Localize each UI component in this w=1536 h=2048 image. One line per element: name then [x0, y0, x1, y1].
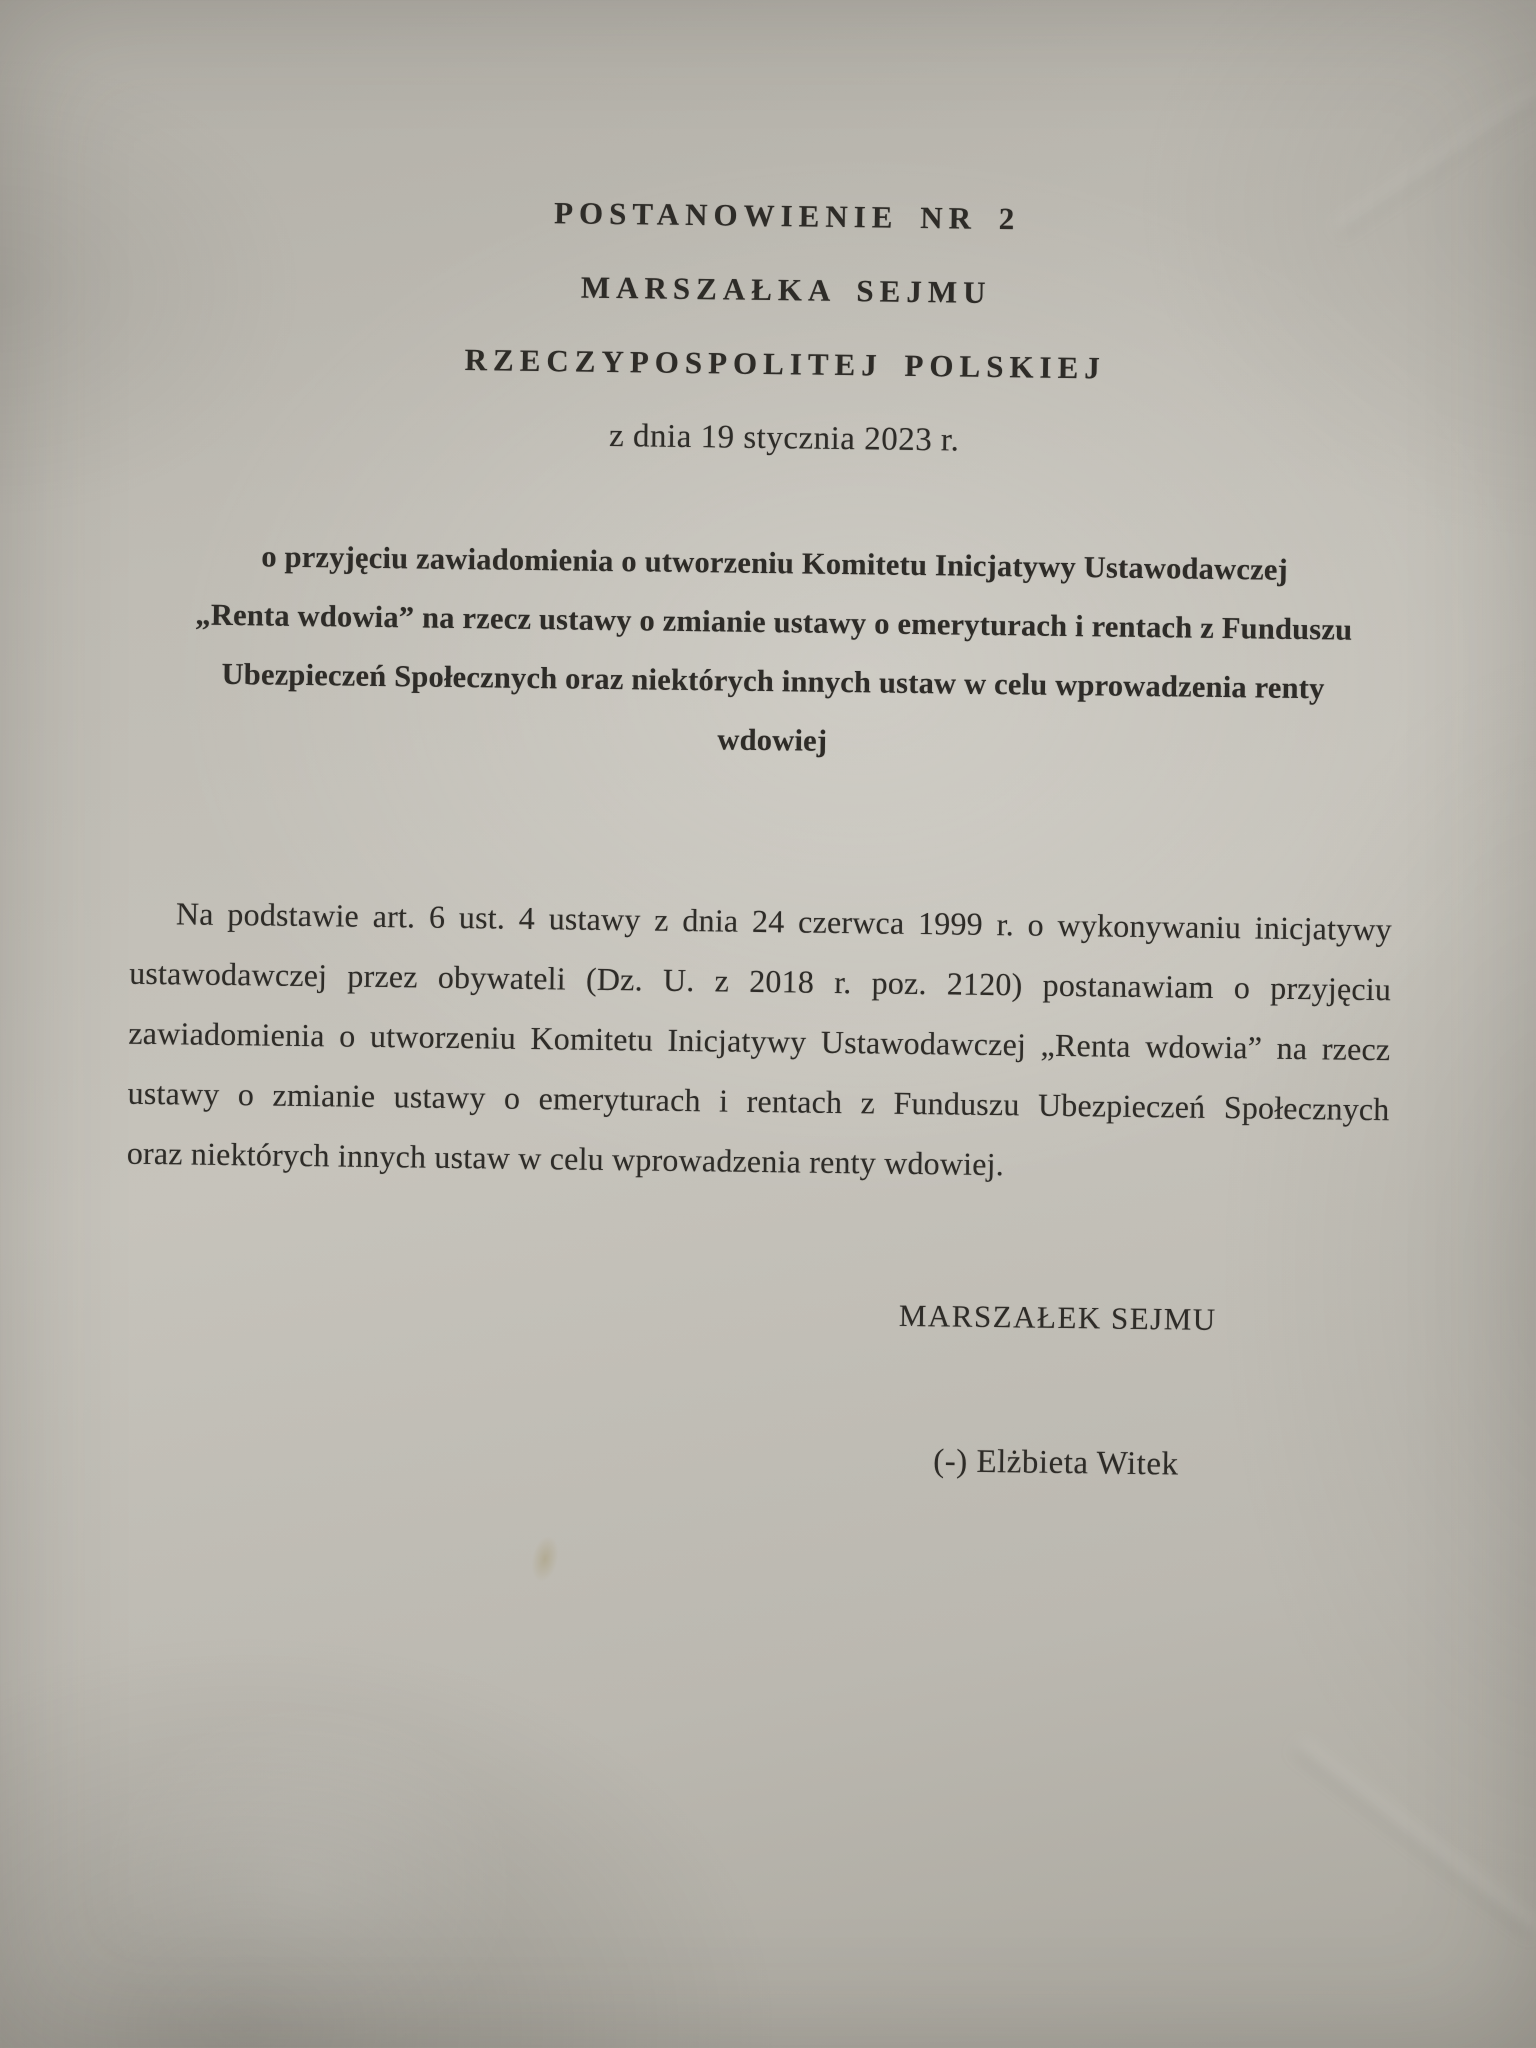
body-line: ustawy o zmianie ustawy o emeryturach i rentach z Funduszu Ubezpieczeń Społecznych	[127, 1074, 1390, 1128]
signature-name: (-) Elżbieta Witek	[932, 1443, 1179, 1483]
body-line: Na podstawie art. 6 ust. 4 ustawy z dnia 24 czerwca 1999 r. o wykonywaniu inicjatywy	[175, 895, 1393, 948]
decree-title-line-3: RZECZYPOSPOLITEJ POLSKIEJ	[464, 342, 1107, 386]
decree-body	[126, 883, 1392, 1199]
decree-title-line-2: MARSZAŁKA SEJMU	[580, 269, 992, 310]
subject-line: o przyjęciu zawiadomienia o utworzeniu Komitetu Inicjatywy Ustawodawczej	[261, 539, 1289, 587]
decree-subject	[132, 526, 1415, 779]
decree-date: z dnia 19 stycznia 2023 r.	[608, 417, 960, 459]
signature-title: MARSZAŁEK SEJMU	[898, 1297, 1217, 1337]
subject-line: wdowiej	[717, 722, 828, 758]
body-line: zawiadomienia o utworzeniu Komitetu Inicjatywy Ustawodawczej „Renta wdowia” na rzecz	[128, 1014, 1391, 1068]
subject-line: „Renta wdowia” na rzecz ustawy o zmianie ustawy o emeryturach i rentach z Funduszu	[195, 597, 1353, 647]
body-line: oraz niektórych innych ustaw w celu wprowadzenia renty wdowiej.	[126, 1134, 1005, 1183]
decree-title-line-1: POSTANOWIENIE NR 2	[553, 195, 1021, 237]
subject-line: Ubezpieczeń Społecznych oraz niektórych innych ustaw w celu wprowadzenia renty	[221, 656, 1325, 706]
body-line: ustawodawczej przez obywateli (Dz. U. z 2018 r. poz. 2120) postanawiam o przyjęciu	[128, 954, 1392, 1008]
